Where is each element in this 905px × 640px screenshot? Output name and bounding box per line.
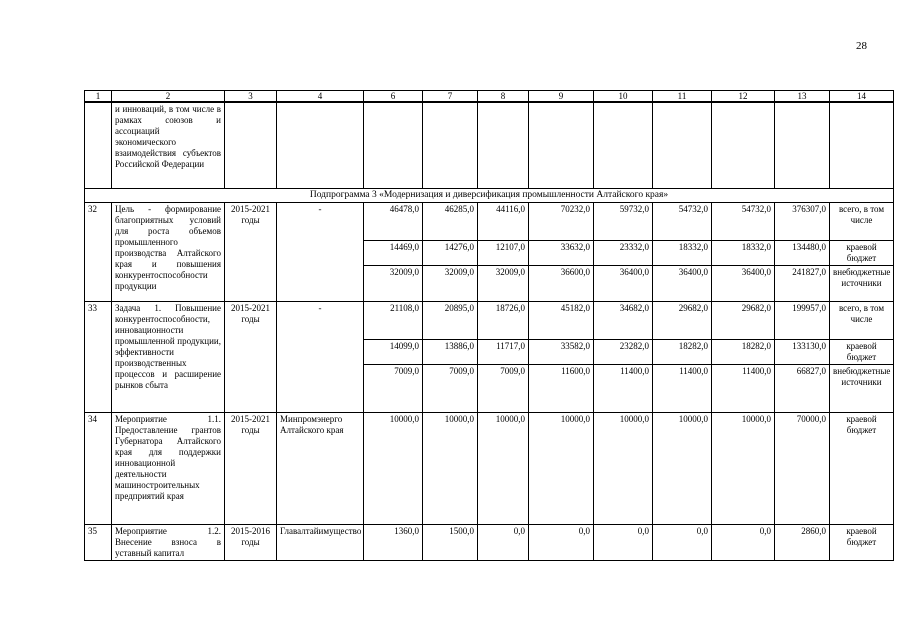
value-cell: 33632,0 — [529, 240, 594, 265]
value-cell: 36400,0 — [653, 265, 712, 301]
column-header: 9 — [529, 91, 594, 103]
subprogram-row — [85, 188, 894, 202]
value-cell: 29682,0 — [712, 301, 775, 339]
table-row — [85, 202, 894, 240]
funding-source: краевой бюджет — [830, 524, 894, 560]
continuation-row — [85, 102, 894, 188]
value-cell: 199957,0 — [775, 301, 830, 339]
value-cell: 45182,0 — [529, 301, 594, 339]
value-cell: 34682,0 — [594, 301, 653, 339]
value-cell: 10000,0 — [529, 412, 594, 524]
value-cell: 10000,0 — [594, 412, 653, 524]
value-cell: 54732,0 — [653, 202, 712, 240]
value-cell: 14276,0 — [423, 240, 478, 265]
value-cell: 18282,0 — [653, 339, 712, 364]
value-cell: 11717,0 — [478, 339, 529, 364]
value-cell: 36400,0 — [712, 265, 775, 301]
value-cell: 46478,0 — [364, 202, 423, 240]
value-cell: 11600,0 — [529, 364, 594, 412]
row-number: 35 — [85, 524, 112, 560]
funding-source: всего, в том числе — [830, 301, 894, 339]
value-cell: 36600,0 — [529, 265, 594, 301]
funding-source: всего, в том числе — [830, 202, 894, 240]
value-cell: 20895,0 — [423, 301, 478, 339]
value-cell: 33582,0 — [529, 339, 594, 364]
row-executor: Главалтайимущество — [277, 524, 364, 560]
value-cell: 21108,0 — [364, 301, 423, 339]
value-cell: 1500,0 — [423, 524, 478, 560]
column-header: 2 — [112, 91, 225, 103]
row-number: 34 — [85, 412, 112, 524]
value-cell: 11400,0 — [712, 364, 775, 412]
value-cell: 59732,0 — [594, 202, 653, 240]
value-cell: 14099,0 — [364, 339, 423, 364]
value-cell: 36400,0 — [594, 265, 653, 301]
column-header: 3 — [225, 91, 277, 103]
value-cell: 11400,0 — [653, 364, 712, 412]
funding-source: краевой бюджет — [830, 339, 894, 364]
value-cell: 44116,0 — [478, 202, 529, 240]
column-header: 14 — [830, 91, 894, 103]
value-cell: 18332,0 — [712, 240, 775, 265]
row-executor: - — [277, 202, 364, 301]
budget-table — [84, 90, 894, 561]
funding-source: внебюджетные источники — [830, 364, 894, 412]
value-cell: 10000,0 — [653, 412, 712, 524]
value-cell: 18726,0 — [478, 301, 529, 339]
value-cell: 66827,0 — [775, 364, 830, 412]
row-name: Мероприятие 1.1. Предоставление грантов Губернатора Алтайского края для поддержки инновационной деятельности машиностроительных предприятий края — [112, 412, 225, 524]
column-header: 12 — [712, 91, 775, 103]
row-number: 33 — [85, 301, 112, 412]
value-cell: 70000,0 — [775, 412, 830, 524]
row-name: Цель - формирование благоприятных условий для роста объемов промышленного производства Алтайского края и повышения конкурентоспособности продукции — [112, 202, 225, 301]
column-header: 8 — [478, 91, 529, 103]
value-cell: 0,0 — [478, 524, 529, 560]
funding-source: краевой бюджет — [830, 412, 894, 524]
value-cell: 0,0 — [712, 524, 775, 560]
value-cell: 12107,0 — [478, 240, 529, 265]
column-header: 4 — [277, 91, 364, 103]
value-cell: 13886,0 — [423, 339, 478, 364]
value-cell: 1360,0 — [364, 524, 423, 560]
value-cell: 0,0 — [594, 524, 653, 560]
column-header: 1 — [85, 91, 112, 103]
row-name: Мероприятие 1.2. Внесение взноса в уставный капитал — [112, 524, 225, 560]
table-row — [85, 524, 894, 560]
column-header: 6 — [364, 91, 423, 103]
row-period: 2015-2021 годы — [225, 202, 277, 301]
row-number: 32 — [85, 202, 112, 301]
value-cell: 0,0 — [529, 524, 594, 560]
value-cell: 7009,0 — [478, 364, 529, 412]
value-cell: 46285,0 — [423, 202, 478, 240]
row-name: Задача 1. Повышение конкурентоспособности, инновационности промышленной продукции, эффективности производственных процессов и расширение рынков сбыта — [112, 301, 225, 412]
row-period: 2015-2021 годы — [225, 301, 277, 412]
value-cell: 7009,0 — [364, 364, 423, 412]
value-cell: 10000,0 — [478, 412, 529, 524]
value-cell: 14469,0 — [364, 240, 423, 265]
value-cell: 32009,0 — [423, 265, 478, 301]
value-cell: 133130,0 — [775, 339, 830, 364]
continuation-text: и инноваций, в том числе в рамках союзов и ассоциаций экономического взаимодействия субъектов Российской Федерации — [112, 102, 225, 188]
funding-source: внебюджетные источники — [830, 265, 894, 301]
value-cell: 10000,0 — [423, 412, 478, 524]
header-row — [85, 91, 894, 103]
page-number: 28 — [856, 40, 867, 52]
table-row — [85, 412, 894, 524]
value-cell: 134480,0 — [775, 240, 830, 265]
value-cell: 70232,0 — [529, 202, 594, 240]
subprogram-title: Подпрограмма 3 «Модернизация и диверсификация промышленности Алтайского края» — [85, 188, 894, 202]
value-cell: 29682,0 — [653, 301, 712, 339]
row-executor: - — [277, 301, 364, 412]
column-header: 7 — [423, 91, 478, 103]
value-cell: 7009,0 — [423, 364, 478, 412]
value-cell: 18282,0 — [712, 339, 775, 364]
table-row — [85, 301, 894, 339]
value-cell: 54732,0 — [712, 202, 775, 240]
value-cell: 0,0 — [653, 524, 712, 560]
value-cell: 11400,0 — [594, 364, 653, 412]
row-period: 2015-2021 годы — [225, 412, 277, 524]
value-cell: 10000,0 — [364, 412, 423, 524]
column-header: 11 — [653, 91, 712, 103]
value-cell: 10000,0 — [712, 412, 775, 524]
funding-source: краевой бюджет — [830, 240, 894, 265]
value-cell: 23282,0 — [594, 339, 653, 364]
column-header: 13 — [775, 91, 830, 103]
value-cell: 32009,0 — [364, 265, 423, 301]
value-cell: 241827,0 — [775, 265, 830, 301]
row-period: 2015-2016 годы — [225, 524, 277, 560]
value-cell: 376307,0 — [775, 202, 830, 240]
column-header: 10 — [594, 91, 653, 103]
value-cell: 2860,0 — [775, 524, 830, 560]
value-cell: 23332,0 — [594, 240, 653, 265]
value-cell: 32009,0 — [478, 265, 529, 301]
value-cell: 18332,0 — [653, 240, 712, 265]
row-executor: Минпромэнерго Алтайского края — [277, 412, 364, 524]
